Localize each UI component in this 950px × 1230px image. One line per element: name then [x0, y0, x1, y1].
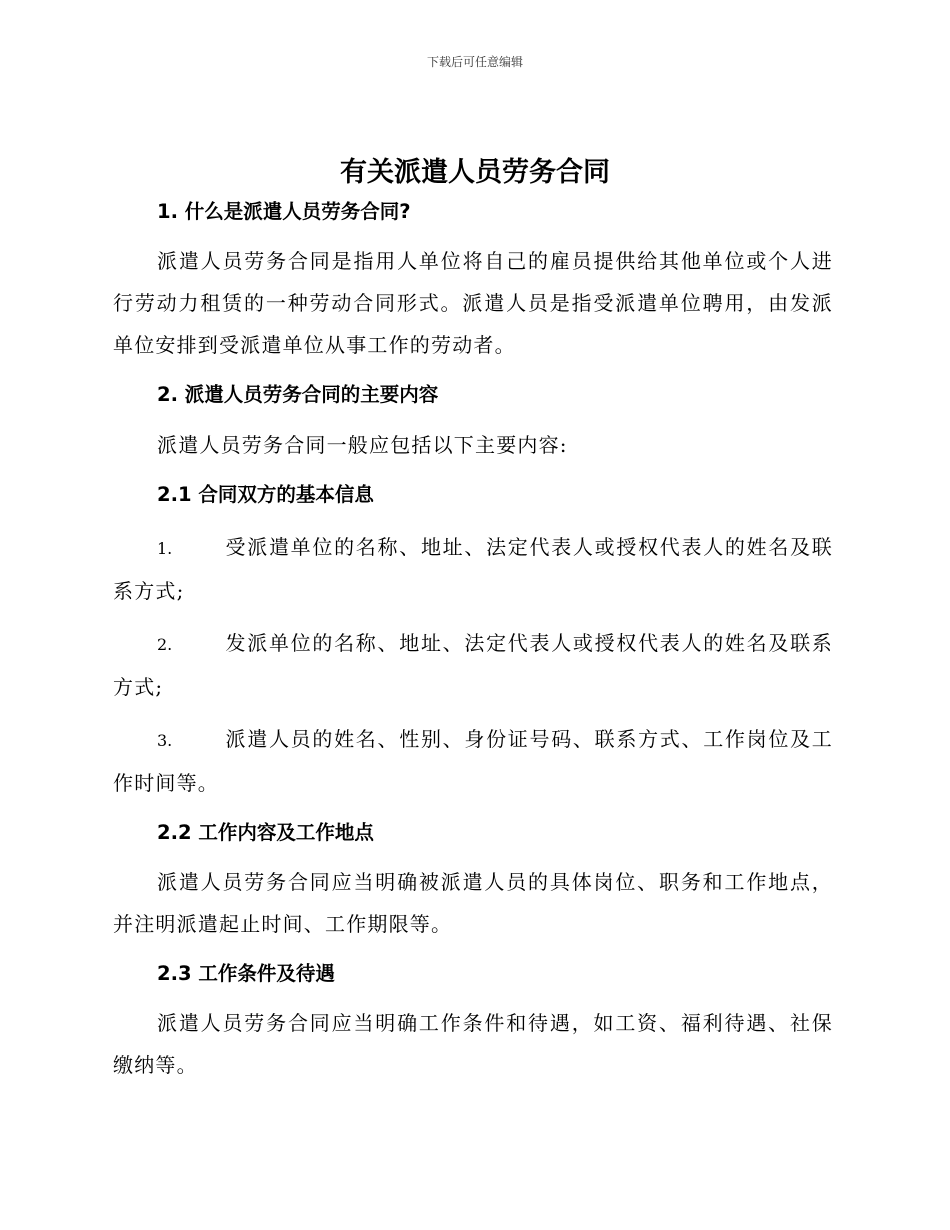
section-2-paragraph: 派遣人员劳务合同一般应包括以下主要内容:	[157, 433, 568, 457]
section-2-3-paragraph: 派遣人员劳务合同应当明确工作条件和待遇，如工资、福利待遇、社保缴纳等。	[113, 1011, 833, 1077]
list-item-number: 1.	[157, 539, 173, 558]
section-2-3-heading: 2.3 工作条件及待遇	[157, 962, 335, 985]
list-item-text: 受派遣单位的名称、地址、法定代表人或授权代表人的姓名及联系方式;	[113, 535, 833, 603]
list-item-number: 2.	[157, 635, 173, 654]
section-2-1-heading: 2.1 合同双方的基本信息	[157, 483, 374, 506]
list-item-number: 3.	[157, 731, 173, 750]
document-body	[113, 193, 833, 1086]
page-header: 下载后可任意编辑	[426, 55, 523, 69]
section-1-paragraph: 派遣人员劳务合同是指用人单位将自己的雇员提供给其他单位或个人进行劳动力租赁的一种劳动合同形式。派遣人员是指受派遣单位聘用，由发派单位安排到受派遣单位从事工作的劳动者。	[113, 249, 833, 357]
section-2-2-heading: 2.2 工作内容及工作地点	[157, 821, 374, 844]
list-item-text: 发派单位的名称、地址、法定代表人或授权代表人的姓名及联系方式;	[113, 631, 833, 699]
list-item-text: 派遣人员的姓名、性别、身份证号码、联系方式、工作岗位及工作时间等。	[113, 727, 833, 795]
list-item	[113, 526, 833, 612]
document-title: 有关派遣人员劳务合同	[340, 157, 610, 188]
list-item	[113, 718, 833, 804]
list-item	[113, 622, 833, 708]
section-2-2-paragraph: 派遣人员劳务合同应当明确被派遣人员的具体岗位、职务和工作地点，并注明派遣起止时间、工作期限等。	[113, 870, 833, 936]
section-1-heading: 1. 什么是派遣人员劳务合同?	[157, 200, 411, 223]
section-2-heading: 2. 派遣人员劳务合同的主要内容	[157, 383, 439, 406]
